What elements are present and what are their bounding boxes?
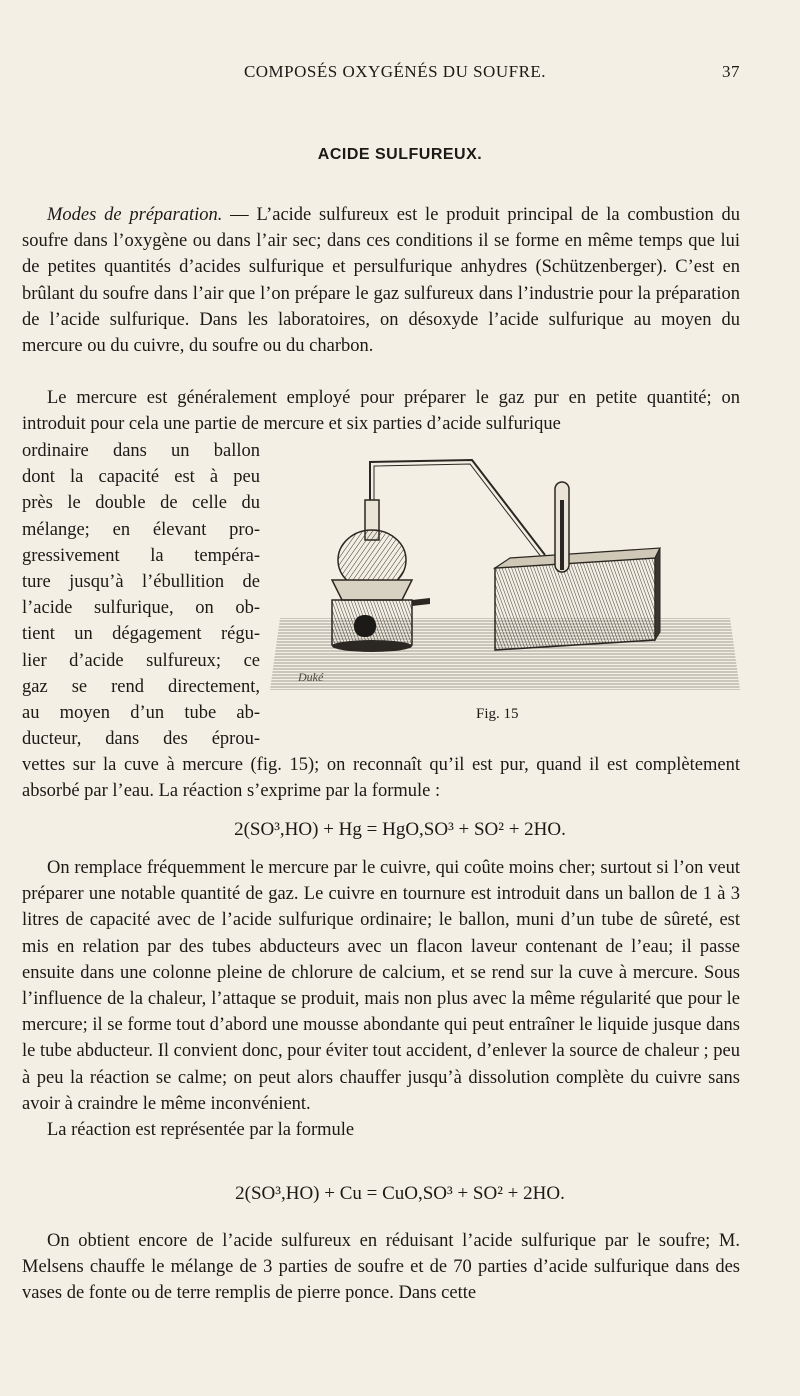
wrap-line: gaz se rend directement, [22, 676, 260, 697]
paragraph-mercury-intro: Le mercure est généralement employé pour préparer le gaz pur en petite quantité; on introduit pour cela une partie de mercure et six parties d’acide sulfurique [22, 388, 740, 435]
figure-15-apparatus [270, 440, 740, 710]
paragraph-lead: Modes de préparation. [47, 205, 223, 225]
wrap-line: mélange; en élevant pro- [22, 519, 260, 540]
page-number: 37 [722, 62, 740, 81]
wrap-line: gressivement la tempéra- [22, 545, 260, 566]
wrap-line: ture jusqu’à l’ébullition de [22, 572, 260, 593]
wrap-line: près le double de celle du [22, 493, 260, 514]
paragraph-mercury-wrap [22, 438, 260, 752]
paragraph-sulfur: On obtient encore de l’acide sulfureux en réduisant l’acide sulfurique par le soufre; M. Melsens chauffe le mélange de 3 parties de soufre et de 70 parties d’acide sulfurique dans des vases de fonte ou de terre remplis de pierre ponce. Dans cette [22, 1231, 740, 1304]
running-title: COMPOSÉS OXYGÉNÉS DU SOUFRE. [243, 62, 547, 81]
wrap-line: dont la capacité est à peu [22, 467, 260, 488]
wrap-line: lier d’acide sulfureux; ce [22, 650, 260, 671]
wrap-line: tient un dégagement régu- [22, 624, 260, 645]
section-title: ACIDE SULFUREUX. [317, 146, 483, 163]
paragraph-mercury-end: vettes sur la cuve à mercure (fig. 15); on reconnaît qu’il est pur, quand il est complètement absorbé par l’eau. La réaction s’exprime par la formule : [22, 755, 740, 802]
paragraph-copper-last: La réaction est représentée par la formule [47, 1120, 355, 1141]
wrap-line: ducteur, dans des éprou- [22, 729, 260, 750]
figure-engraver-signature: Duké [298, 670, 324, 684]
paragraph-preparation [22, 202, 740, 359]
paragraph-copper-text: On remplace fréquemment le mercure par le cuivre, qui coûte moins cher; surtout si l’on veut préparer une notable quantité de gaz. Le cuivre en tournure est introduit dans un ballon de 1 à 3 litres de capacité avec de l’acide sulfurique ordinaire; le ballon, muni d’un tube de sûreté, est mis en relation par des tubes abducteurs avec un flacon laveur contenant de l’eau; il passe ensuite dans une colonne pleine de chlorure de calcium, et se rend sur la cuve à mercure. Sous l’influence de la chaleur, l’attaque se produit, mais non plus avec la même régularité que pour le mercure; il se forme tout d’abord une mousse abondante qui peut entraîner le liquide jusque dans le tube abducteur. Il convient donc, pour éviter tout accident, d’enlever la source de chaleur ; peu à peu la réaction se calme; on peut alors chauffer jusqu’à dissolution complète du cuivre sans avoir à craindre le même inconvénient. [22, 858, 740, 1114]
formula-mercury: 2(SO³,HO) + Hg = HgO,SO³ + SO² + 2HO. [234, 819, 566, 840]
paragraph-text: — L’acide sulfureux est le produit principal de la combustion du soufre dans l’oxygène ou dans l’air sec; dans ces conditions il se forme en même temps que lui de petites quantités d’acides sulfurique et persulfurique anhydres (Schützenberger). C’est en brûlant du soufre dans l’air que l’on prépare le gaz sulfureux dans l’industrie pour la préparation de l’acide sulfurique. Dans les laboratoires, on désoxyde l’acide sulfurique au moyen du mercure ou du cuivre, du soufre ou du charbon. [22, 205, 740, 357]
paragraph-copper [22, 855, 740, 1143]
test-tube [555, 482, 569, 572]
formula-copper: 2(SO³,HO) + Cu = CuO,SO³ + SO² + 2HO. [235, 1183, 565, 1204]
figure-caption: Fig. 15 [476, 706, 519, 722]
wrap-line: ordinaire dans un ballon [22, 441, 260, 461]
mercury-trough [495, 548, 660, 650]
wrap-line: l’acide sulfurique, on ob- [22, 598, 260, 619]
wrap-line: au moyen d’un tube ab- [22, 703, 260, 724]
